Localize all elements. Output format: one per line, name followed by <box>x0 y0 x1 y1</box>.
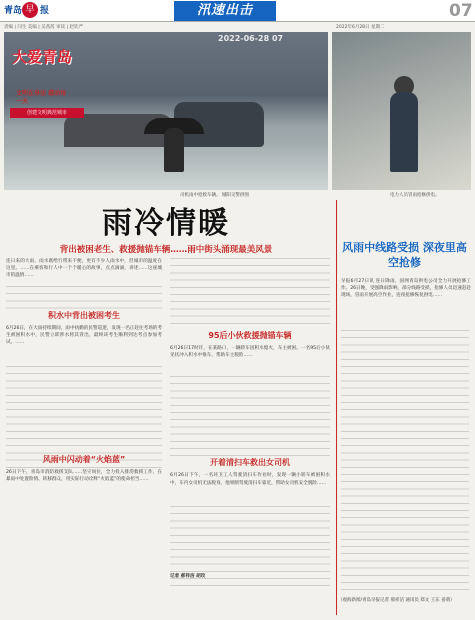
subheading-3: 95后小伙救援抛锚车辆 <box>208 331 292 340</box>
subheading-4: 开着清扫车救出女司机 <box>210 458 290 468</box>
campaign-stamp-title: 大爱青岛 <box>12 48 73 66</box>
campaign-stamp-badge: 创建文明典范城市 <box>10 108 84 118</box>
sidebar-body: 早报6月27日讯 连日降雨，国网青岛供电公司全力开展抢修工作。26日晚，受强降雨影响，部分线路受损，抢修人员迅速赶赴现场，冒雨开展高空作业，连夜抢修恢复供电…… <box>341 279 471 299</box>
article-headline: 雨冷情暖 <box>102 206 230 241</box>
photo-worker <box>390 92 418 172</box>
page-number: 07 <box>449 1 473 21</box>
masthead-logo-left: 青岛 <box>4 6 23 16</box>
main-photo <box>4 32 328 190</box>
paragraph-3: 6月26日17时许，在某路口，一辆轿车因积水熄火，车主被困。一名95后小伙见状冲入积水中推车，帮助车主脱险…… <box>170 346 330 359</box>
article-column-2 <box>170 258 330 580</box>
text-filler <box>170 258 330 326</box>
section-title: 汛速出击 <box>174 1 276 21</box>
paragraph-1: 6月26日，在大雨持续期间，雨中执勤的民警巡逻，发现一名正赶往考场的考生被困积水中，民警立即涉水将其背出，最终该考生顺利到达考点参加考试。…… <box>6 325 162 346</box>
main-photo-caption: 司机雨中抢救车辆。 城阳交警供图 <box>180 193 249 198</box>
sidebar-credit: （观海新闻/青岛早报记者 郝祥洁 通讯员 郑文 王东 姜萌） <box>338 598 455 603</box>
reporter-credit: 记者 郝祥洁 胡玫 <box>170 573 206 579</box>
article-column-1 <box>6 258 162 484</box>
text-filler <box>6 286 162 310</box>
subheading-1: 积水中背出被困考生 <box>48 310 120 320</box>
subheading-2: 风雨中闪动着“火焰蓝” <box>42 455 126 465</box>
editor-credits: 责编 | 闫生 美编 | 吴茜茜 审读 | 赵钦严 <box>4 25 83 30</box>
campaign-stamp-subtitle: 文明在身边 感动每一天 <box>16 90 67 105</box>
dateline: 2022年6月28日 星期二 <box>336 25 385 30</box>
text-filler <box>170 376 330 460</box>
sidebar-article <box>336 200 471 615</box>
side-photo <box>332 32 471 190</box>
text-filler <box>341 330 469 592</box>
masthead-logo-right: 报 <box>40 6 50 16</box>
masthead-logo-icon: 早 <box>22 2 38 18</box>
paragraph-4: 6月26日下午，一名环卫工人驾驶清扫车作业时，发现一辆小轿车被困积水中，车内女司机无法脱身。他果断驾驶清扫车靠近，帮助女司机安全脱险…… <box>170 473 330 486</box>
photo-person <box>164 128 184 172</box>
sidebar-title: 风雨中线路受损 深夜里高空抢修 <box>342 241 467 269</box>
article-subhead: 背出被困老生、救援抛锚车辆……雨中街头涌现最美风景 <box>59 245 273 255</box>
side-photo-caption: 电力人员冒雨抢修供电。 <box>390 193 440 198</box>
paragraph-2: 26日下午，青岛市消防救援支队……坚守岗位，全力投入排涝救援工作，在暴雨中处置险情、转移群众，用实际行动诠释“火焰蓝”的使命担当…… <box>6 470 162 483</box>
article-intro: 连日来的大雨，雨水既给行带来不便，更有不少人雨水中，但城市的温度在这里。……在乘客和行人中一个个暖心的故事，点点滴滴，讲述……这座城市的温情…… <box>6 259 162 279</box>
photo-timestamp: 2022-06-28 07 <box>218 34 284 43</box>
